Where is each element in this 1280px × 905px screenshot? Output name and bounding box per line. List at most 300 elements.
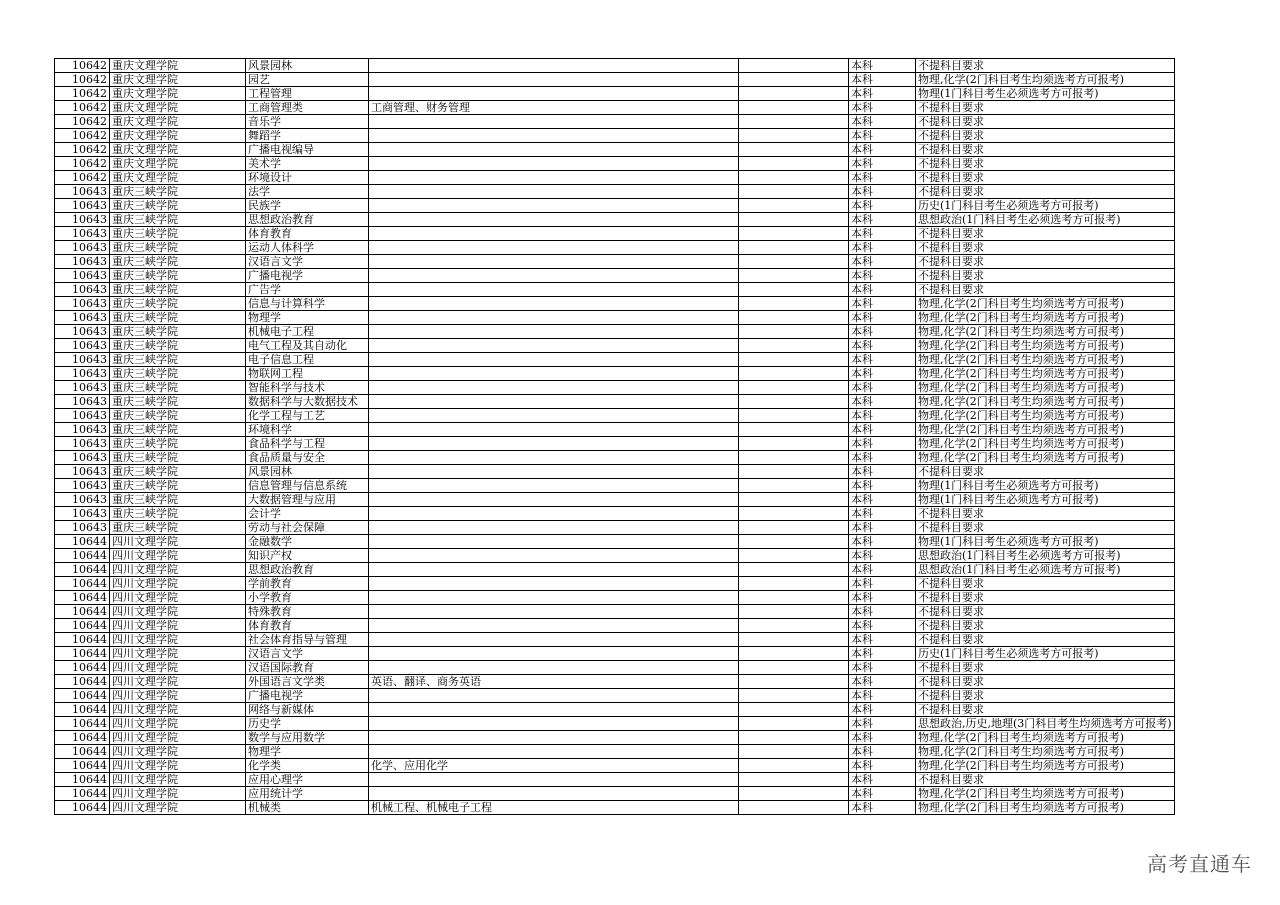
included-majors-cell bbox=[369, 591, 739, 605]
level-cell: 本科 bbox=[849, 199, 916, 213]
subject-requirement-cell: 物理,化学(2门科目考生均须选考方可报考) bbox=[916, 381, 1175, 395]
school-name-cell: 四川文理学院 bbox=[110, 591, 246, 605]
major-name-cell: 广告学 bbox=[246, 283, 369, 297]
included-majors-cell bbox=[369, 325, 739, 339]
level-cell: 本科 bbox=[849, 325, 916, 339]
school-name-cell: 四川文理学院 bbox=[110, 549, 246, 563]
major-name-cell: 物联网工程 bbox=[246, 367, 369, 381]
included-majors-cell bbox=[369, 647, 739, 661]
school-code-cell: 10643 bbox=[55, 227, 110, 241]
subject-requirement-cell: 不提科目要求 bbox=[916, 703, 1175, 717]
subject-requirement-cell: 不提科目要求 bbox=[916, 619, 1175, 633]
subject-requirement-cell: 不提科目要求 bbox=[916, 507, 1175, 521]
empty-cell bbox=[739, 479, 849, 493]
school-name-cell: 重庆三峡学院 bbox=[110, 395, 246, 409]
table-row bbox=[55, 171, 1175, 185]
included-majors-cell bbox=[369, 563, 739, 577]
level-cell: 本科 bbox=[849, 87, 916, 101]
empty-cell bbox=[739, 227, 849, 241]
empty-cell bbox=[739, 605, 849, 619]
empty-cell bbox=[739, 773, 849, 787]
empty-cell bbox=[739, 703, 849, 717]
empty-cell bbox=[739, 143, 849, 157]
requirements-table bbox=[54, 58, 1175, 815]
school-name-cell: 重庆文理学院 bbox=[110, 87, 246, 101]
level-cell: 本科 bbox=[849, 605, 916, 619]
included-majors-cell bbox=[369, 115, 739, 129]
level-cell: 本科 bbox=[849, 381, 916, 395]
subject-requirement-cell: 不提科目要求 bbox=[916, 521, 1175, 535]
included-majors-cell bbox=[369, 87, 739, 101]
subject-requirement-cell: 不提科目要求 bbox=[916, 227, 1175, 241]
level-cell: 本科 bbox=[849, 157, 916, 171]
school-name-cell: 重庆三峡学院 bbox=[110, 437, 246, 451]
empty-cell bbox=[739, 395, 849, 409]
school-name-cell: 重庆三峡学院 bbox=[110, 199, 246, 213]
level-cell: 本科 bbox=[849, 731, 916, 745]
subject-requirement-cell: 物理,化学(2门科目考生均须选考方可报考) bbox=[916, 451, 1175, 465]
major-name-cell: 机械类 bbox=[246, 801, 369, 815]
school-name-cell: 四川文理学院 bbox=[110, 535, 246, 549]
level-cell: 本科 bbox=[849, 493, 916, 507]
subject-requirement-cell: 物理,化学(2门科目考生均须选考方可报考) bbox=[916, 437, 1175, 451]
major-name-cell: 数据科学与大数据技术 bbox=[246, 395, 369, 409]
major-name-cell: 环境科学 bbox=[246, 423, 369, 437]
included-majors-cell bbox=[369, 479, 739, 493]
school-code-cell: 10643 bbox=[55, 451, 110, 465]
school-name-cell: 重庆三峡学院 bbox=[110, 227, 246, 241]
subject-requirement-cell: 不提科目要求 bbox=[916, 283, 1175, 297]
school-name-cell: 重庆文理学院 bbox=[110, 171, 246, 185]
table-row bbox=[55, 773, 1175, 787]
major-name-cell: 应用统计学 bbox=[246, 787, 369, 801]
empty-cell bbox=[739, 577, 849, 591]
table-row bbox=[55, 801, 1175, 815]
level-cell: 本科 bbox=[849, 227, 916, 241]
school-code-cell: 10643 bbox=[55, 283, 110, 297]
subject-requirement-cell: 不提科目要求 bbox=[916, 101, 1175, 115]
level-cell: 本科 bbox=[849, 717, 916, 731]
subject-requirement-cell: 物理,化学(2门科目考生均须选考方可报考) bbox=[916, 325, 1175, 339]
level-cell: 本科 bbox=[849, 465, 916, 479]
empty-cell bbox=[739, 563, 849, 577]
school-code-cell: 10642 bbox=[55, 157, 110, 171]
subject-requirement-cell: 不提科目要求 bbox=[916, 591, 1175, 605]
included-majors-cell bbox=[369, 661, 739, 675]
empty-cell bbox=[739, 423, 849, 437]
major-name-cell: 电气工程及其自动化 bbox=[246, 339, 369, 353]
empty-cell bbox=[739, 731, 849, 745]
school-name-cell: 重庆三峡学院 bbox=[110, 479, 246, 493]
empty-cell bbox=[739, 213, 849, 227]
table-row bbox=[55, 409, 1175, 423]
table-row bbox=[55, 255, 1175, 269]
subject-requirement-cell: 物理,化学(2门科目考生均须选考方可报考) bbox=[916, 759, 1175, 773]
table-row bbox=[55, 717, 1175, 731]
empty-cell bbox=[739, 325, 849, 339]
table-row bbox=[55, 479, 1175, 493]
school-code-cell: 10642 bbox=[55, 143, 110, 157]
table-row bbox=[55, 563, 1175, 577]
subject-requirement-cell: 不提科目要求 bbox=[916, 689, 1175, 703]
included-majors-cell bbox=[369, 171, 739, 185]
major-name-cell: 学前教育 bbox=[246, 577, 369, 591]
level-cell: 本科 bbox=[849, 451, 916, 465]
level-cell: 本科 bbox=[849, 297, 916, 311]
included-majors-cell bbox=[369, 577, 739, 591]
subject-requirement-cell: 物理,化学(2门科目考生均须选考方可报考) bbox=[916, 339, 1175, 353]
level-cell: 本科 bbox=[849, 255, 916, 269]
table-row bbox=[55, 381, 1175, 395]
included-majors-cell bbox=[369, 143, 739, 157]
level-cell: 本科 bbox=[849, 129, 916, 143]
included-majors-cell bbox=[369, 787, 739, 801]
table-row bbox=[55, 199, 1175, 213]
major-name-cell: 舞蹈学 bbox=[246, 129, 369, 143]
included-majors-cell bbox=[369, 353, 739, 367]
included-majors-cell bbox=[369, 605, 739, 619]
major-name-cell: 食品质量与安全 bbox=[246, 451, 369, 465]
level-cell: 本科 bbox=[849, 675, 916, 689]
major-name-cell: 特殊教育 bbox=[246, 605, 369, 619]
subject-requirement-cell: 不提科目要求 bbox=[916, 185, 1175, 199]
included-majors-cell bbox=[369, 199, 739, 213]
table-row bbox=[55, 633, 1175, 647]
empty-cell bbox=[739, 255, 849, 269]
included-majors-cell bbox=[369, 423, 739, 437]
empty-cell bbox=[739, 241, 849, 255]
school-name-cell: 重庆三峡学院 bbox=[110, 283, 246, 297]
table-row bbox=[55, 395, 1175, 409]
school-code-cell: 10642 bbox=[55, 129, 110, 143]
included-majors-cell bbox=[369, 731, 739, 745]
table-row bbox=[55, 661, 1175, 675]
school-name-cell: 重庆三峡学院 bbox=[110, 255, 246, 269]
school-name-cell: 重庆三峡学院 bbox=[110, 241, 246, 255]
empty-cell bbox=[739, 73, 849, 87]
included-majors-cell bbox=[369, 717, 739, 731]
school-code-cell: 10644 bbox=[55, 661, 110, 675]
level-cell: 本科 bbox=[849, 591, 916, 605]
subject-requirement-cell: 物理,化学(2门科目考生均须选考方可报考) bbox=[916, 73, 1175, 87]
major-name-cell: 风景园林 bbox=[246, 465, 369, 479]
table-row bbox=[55, 269, 1175, 283]
school-code-cell: 10643 bbox=[55, 381, 110, 395]
school-name-cell: 四川文理学院 bbox=[110, 675, 246, 689]
school-code-cell: 10644 bbox=[55, 745, 110, 759]
school-code-cell: 10642 bbox=[55, 87, 110, 101]
school-code-cell: 10642 bbox=[55, 115, 110, 129]
school-code-cell: 10642 bbox=[55, 73, 110, 87]
table-row bbox=[55, 185, 1175, 199]
major-name-cell: 体育教育 bbox=[246, 227, 369, 241]
level-cell: 本科 bbox=[849, 633, 916, 647]
included-majors-cell: 工商管理、财务管理 bbox=[369, 101, 739, 115]
level-cell: 本科 bbox=[849, 185, 916, 199]
level-cell: 本科 bbox=[849, 787, 916, 801]
table-row bbox=[55, 297, 1175, 311]
major-name-cell: 信息管理与信息系统 bbox=[246, 479, 369, 493]
school-code-cell: 10643 bbox=[55, 339, 110, 353]
empty-cell bbox=[739, 115, 849, 129]
subject-requirement-cell: 不提科目要求 bbox=[916, 59, 1175, 73]
school-code-cell: 10643 bbox=[55, 297, 110, 311]
empty-cell bbox=[739, 759, 849, 773]
school-code-cell: 10643 bbox=[55, 199, 110, 213]
empty-cell bbox=[739, 465, 849, 479]
school-name-cell: 重庆三峡学院 bbox=[110, 493, 246, 507]
empty-cell bbox=[739, 451, 849, 465]
school-code-cell: 10643 bbox=[55, 521, 110, 535]
major-name-cell: 社会体育指导与管理 bbox=[246, 633, 369, 647]
major-name-cell: 广播电视编导 bbox=[246, 143, 369, 157]
empty-cell bbox=[739, 185, 849, 199]
major-name-cell: 广播电视学 bbox=[246, 269, 369, 283]
school-code-cell: 10644 bbox=[55, 647, 110, 661]
school-code-cell: 10643 bbox=[55, 325, 110, 339]
subject-requirement-cell: 不提科目要求 bbox=[916, 773, 1175, 787]
major-name-cell: 体育教育 bbox=[246, 619, 369, 633]
level-cell: 本科 bbox=[849, 283, 916, 297]
empty-cell bbox=[739, 297, 849, 311]
level-cell: 本科 bbox=[849, 549, 916, 563]
subject-requirement-cell: 不提科目要求 bbox=[916, 171, 1175, 185]
level-cell: 本科 bbox=[849, 409, 916, 423]
subject-requirement-cell: 不提科目要求 bbox=[916, 661, 1175, 675]
school-name-cell: 重庆三峡学院 bbox=[110, 297, 246, 311]
table-row bbox=[55, 675, 1175, 689]
level-cell: 本科 bbox=[849, 619, 916, 633]
school-name-cell: 四川文理学院 bbox=[110, 773, 246, 787]
empty-cell bbox=[739, 647, 849, 661]
school-code-cell: 10643 bbox=[55, 395, 110, 409]
major-name-cell: 园艺 bbox=[246, 73, 369, 87]
major-name-cell: 运动人体科学 bbox=[246, 241, 369, 255]
school-code-cell: 10643 bbox=[55, 185, 110, 199]
included-majors-cell bbox=[369, 535, 739, 549]
table-row bbox=[55, 367, 1175, 381]
empty-cell bbox=[739, 367, 849, 381]
table-row bbox=[55, 535, 1175, 549]
level-cell: 本科 bbox=[849, 437, 916, 451]
subject-requirement-cell: 不提科目要求 bbox=[916, 241, 1175, 255]
school-name-cell: 重庆三峡学院 bbox=[110, 185, 246, 199]
subject-requirement-cell: 不提科目要求 bbox=[916, 255, 1175, 269]
level-cell: 本科 bbox=[849, 143, 916, 157]
table-row bbox=[55, 577, 1175, 591]
school-code-cell: 10643 bbox=[55, 367, 110, 381]
level-cell: 本科 bbox=[849, 745, 916, 759]
table-row bbox=[55, 101, 1175, 115]
school-code-cell: 10644 bbox=[55, 759, 110, 773]
level-cell: 本科 bbox=[849, 353, 916, 367]
table-row bbox=[55, 549, 1175, 563]
included-majors-cell: 化学、应用化学 bbox=[369, 759, 739, 773]
level-cell: 本科 bbox=[849, 269, 916, 283]
school-name-cell: 重庆文理学院 bbox=[110, 59, 246, 73]
school-code-cell: 10644 bbox=[55, 675, 110, 689]
school-name-cell: 四川文理学院 bbox=[110, 759, 246, 773]
table-row bbox=[55, 465, 1175, 479]
major-name-cell: 应用心理学 bbox=[246, 773, 369, 787]
major-name-cell: 思想政治教育 bbox=[246, 563, 369, 577]
table-row bbox=[55, 605, 1175, 619]
subject-requirement-cell: 物理(1门科目考生必须选考方可报考) bbox=[916, 493, 1175, 507]
major-name-cell: 环境设计 bbox=[246, 171, 369, 185]
level-cell: 本科 bbox=[849, 661, 916, 675]
empty-cell bbox=[739, 675, 849, 689]
empty-cell bbox=[739, 269, 849, 283]
empty-cell bbox=[739, 619, 849, 633]
school-code-cell: 10644 bbox=[55, 633, 110, 647]
table-row bbox=[55, 73, 1175, 87]
school-name-cell: 重庆文理学院 bbox=[110, 157, 246, 171]
table-body bbox=[55, 59, 1175, 815]
school-code-cell: 10643 bbox=[55, 493, 110, 507]
level-cell: 本科 bbox=[849, 577, 916, 591]
major-name-cell: 小学教育 bbox=[246, 591, 369, 605]
table-row bbox=[55, 437, 1175, 451]
included-majors-cell bbox=[369, 241, 739, 255]
subject-requirement-cell: 不提科目要求 bbox=[916, 465, 1175, 479]
school-code-cell: 10642 bbox=[55, 59, 110, 73]
major-name-cell: 劳动与社会保障 bbox=[246, 521, 369, 535]
school-code-cell: 10643 bbox=[55, 479, 110, 493]
level-cell: 本科 bbox=[849, 759, 916, 773]
included-majors-cell bbox=[369, 619, 739, 633]
table-row bbox=[55, 451, 1175, 465]
school-name-cell: 重庆三峡学院 bbox=[110, 367, 246, 381]
school-code-cell: 10643 bbox=[55, 213, 110, 227]
empty-cell bbox=[739, 87, 849, 101]
table-row bbox=[55, 493, 1175, 507]
school-name-cell: 重庆三峡学院 bbox=[110, 409, 246, 423]
level-cell: 本科 bbox=[849, 507, 916, 521]
school-name-cell: 四川文理学院 bbox=[110, 577, 246, 591]
empty-cell bbox=[739, 661, 849, 675]
subject-requirement-cell: 历史(1门科目考生必须选考方可报考) bbox=[916, 647, 1175, 661]
major-name-cell: 物理学 bbox=[246, 745, 369, 759]
included-majors-cell bbox=[369, 129, 739, 143]
subject-requirement-cell: 不提科目要求 bbox=[916, 129, 1175, 143]
table-row bbox=[55, 213, 1175, 227]
major-name-cell: 大数据管理与应用 bbox=[246, 493, 369, 507]
included-majors-cell bbox=[369, 493, 739, 507]
included-majors-cell bbox=[369, 465, 739, 479]
level-cell: 本科 bbox=[849, 101, 916, 115]
school-code-cell: 10644 bbox=[55, 703, 110, 717]
watermark: 高考直通车 bbox=[1147, 852, 1252, 876]
major-name-cell: 金融数学 bbox=[246, 535, 369, 549]
school-code-cell: 10644 bbox=[55, 787, 110, 801]
level-cell: 本科 bbox=[849, 213, 916, 227]
subject-requirement-cell: 不提科目要求 bbox=[916, 115, 1175, 129]
major-name-cell: 音乐学 bbox=[246, 115, 369, 129]
included-majors-cell bbox=[369, 157, 739, 171]
empty-cell bbox=[739, 339, 849, 353]
empty-cell bbox=[739, 157, 849, 171]
empty-cell bbox=[739, 437, 849, 451]
table-row bbox=[55, 339, 1175, 353]
subject-requirement-cell: 不提科目要求 bbox=[916, 157, 1175, 171]
level-cell: 本科 bbox=[849, 367, 916, 381]
table-row bbox=[55, 157, 1175, 171]
table-row bbox=[55, 241, 1175, 255]
included-majors-cell bbox=[369, 59, 739, 73]
school-code-cell: 10644 bbox=[55, 619, 110, 633]
table-row bbox=[55, 283, 1175, 297]
school-name-cell: 重庆文理学院 bbox=[110, 143, 246, 157]
included-majors-cell bbox=[369, 227, 739, 241]
major-name-cell: 网络与新媒体 bbox=[246, 703, 369, 717]
school-code-cell: 10643 bbox=[55, 437, 110, 451]
included-majors-cell bbox=[369, 73, 739, 87]
school-name-cell: 重庆三峡学院 bbox=[110, 507, 246, 521]
table-row bbox=[55, 227, 1175, 241]
included-majors-cell bbox=[369, 297, 739, 311]
major-name-cell: 智能科学与技术 bbox=[246, 381, 369, 395]
school-name-cell: 重庆文理学院 bbox=[110, 129, 246, 143]
subject-requirement-cell: 不提科目要求 bbox=[916, 269, 1175, 283]
school-code-cell: 10643 bbox=[55, 507, 110, 521]
school-code-cell: 10642 bbox=[55, 171, 110, 185]
subject-requirement-cell: 物理,化学(2门科目考生均须选考方可报考) bbox=[916, 353, 1175, 367]
level-cell: 本科 bbox=[849, 73, 916, 87]
major-name-cell: 数学与应用数学 bbox=[246, 731, 369, 745]
table-row bbox=[55, 325, 1175, 339]
empty-cell bbox=[739, 521, 849, 535]
school-code-cell: 10643 bbox=[55, 465, 110, 479]
level-cell: 本科 bbox=[849, 773, 916, 787]
empty-cell bbox=[739, 381, 849, 395]
school-name-cell: 重庆三峡学院 bbox=[110, 465, 246, 479]
table-row bbox=[55, 521, 1175, 535]
level-cell: 本科 bbox=[849, 479, 916, 493]
major-name-cell: 广播电视学 bbox=[246, 689, 369, 703]
table-row bbox=[55, 129, 1175, 143]
included-majors-cell: 英语、翻译、商务英语 bbox=[369, 675, 739, 689]
subject-requirement-cell: 不提科目要求 bbox=[916, 675, 1175, 689]
school-code-cell: 10644 bbox=[55, 535, 110, 549]
subject-requirement-cell: 物理,化学(2门科目考生均须选考方可报考) bbox=[916, 745, 1175, 759]
major-name-cell: 工商管理类 bbox=[246, 101, 369, 115]
level-cell: 本科 bbox=[849, 59, 916, 73]
school-name-cell: 四川文理学院 bbox=[110, 801, 246, 815]
empty-cell bbox=[739, 787, 849, 801]
school-name-cell: 重庆文理学院 bbox=[110, 73, 246, 87]
subject-requirement-cell: 物理,化学(2门科目考生均须选考方可报考) bbox=[916, 367, 1175, 381]
school-name-cell: 重庆文理学院 bbox=[110, 115, 246, 129]
school-name-cell: 重庆三峡学院 bbox=[110, 339, 246, 353]
empty-cell bbox=[739, 199, 849, 213]
empty-cell bbox=[739, 591, 849, 605]
table-row bbox=[55, 689, 1175, 703]
school-name-cell: 重庆三峡学院 bbox=[110, 325, 246, 339]
school-name-cell: 四川文理学院 bbox=[110, 745, 246, 759]
school-name-cell: 重庆三峡学院 bbox=[110, 353, 246, 367]
major-name-cell: 汉语言文学 bbox=[246, 647, 369, 661]
major-name-cell: 物理学 bbox=[246, 311, 369, 325]
included-majors-cell bbox=[369, 269, 739, 283]
subject-requirement-cell: 不提科目要求 bbox=[916, 633, 1175, 647]
school-code-cell: 10643 bbox=[55, 353, 110, 367]
included-majors-cell bbox=[369, 507, 739, 521]
major-name-cell: 汉语言文学 bbox=[246, 255, 369, 269]
empty-cell bbox=[739, 283, 849, 297]
included-majors-cell bbox=[369, 409, 739, 423]
empty-cell bbox=[739, 689, 849, 703]
included-majors-cell bbox=[369, 283, 739, 297]
